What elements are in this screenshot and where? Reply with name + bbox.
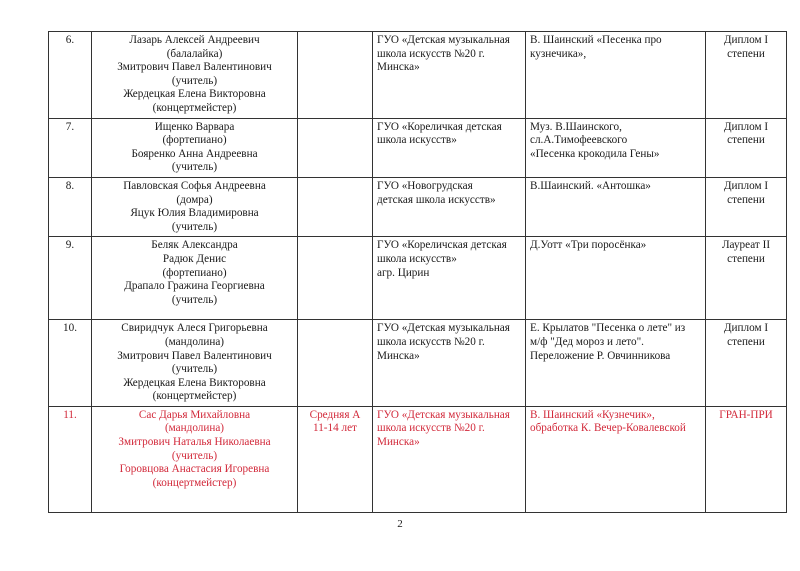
cell-school-line: агр. Цирин <box>377 266 430 279</box>
cell-participants-line: Радюк Денис <box>162 252 227 265</box>
cell-participants-line: (концертмейстер) <box>152 101 237 114</box>
cell-number: 9. <box>49 237 92 320</box>
table-row <box>49 177 787 236</box>
cell-category <box>298 118 373 177</box>
cell-award <box>706 177 787 236</box>
cell-participants-line: Яцук Юлия Владимировна <box>130 207 259 220</box>
cell-school-line: школа искусств №20 г. <box>377 335 485 348</box>
cell-award <box>706 320 787 407</box>
cell-award-line: степени <box>727 134 765 147</box>
cell-participants-line: (домра) <box>176 193 213 206</box>
cell-participants-line: (учитель) <box>171 293 218 306</box>
cell-participants-line: (фортепиано) <box>162 134 227 147</box>
cell-award-line: степени <box>727 193 765 206</box>
cell-piece-line: Муз. В.Шаинского, <box>530 120 622 133</box>
cell-piece-line: «Песенка крокодила Гены» <box>530 147 660 160</box>
cell-participants-line: (учитель) <box>171 449 218 462</box>
cell-piece-line: В.Шаинский. «Антошка» <box>530 179 651 192</box>
cell-participants-line: (фортепиано) <box>162 266 227 279</box>
cell-piece-line: В. Шаинский «Песенка про <box>530 34 662 46</box>
cell-participants-line: (учитель) <box>171 220 218 233</box>
cell-piece-line: кузнечика», <box>530 47 587 60</box>
cell-participants-line: Жердецкая Елена Викторовна <box>123 88 266 101</box>
cell-participants-line: Свиридчук Алеся Григорьевна <box>121 322 268 335</box>
cell-piece <box>526 118 706 177</box>
cell-piece-line: В. Шаинский «Кузнечик», <box>530 408 655 421</box>
cell-participants <box>92 237 298 320</box>
cell-school-line: детская школа искусств» <box>377 193 496 206</box>
cell-participants-line: Жердецкая Елена Викторовна <box>123 376 266 389</box>
cell-number: 7. <box>49 118 92 177</box>
cell-participants-line: Павловская Софья Андреевна <box>123 179 266 192</box>
cell-school-line: ГУО «Кореличкая детская <box>377 120 502 133</box>
cell-award-line: ГРАН-ПРИ <box>719 408 773 421</box>
cell-school <box>373 32 526 119</box>
cell-participants-line: (мандолина) <box>164 335 225 348</box>
cell-category <box>298 32 373 119</box>
cell-school-line: ГУО «Детская музыкальная <box>377 34 510 46</box>
cell-award <box>706 237 787 320</box>
cell-participants-line: (балалайка) <box>166 47 223 60</box>
cell-award-line: Диплом I <box>723 322 769 335</box>
cell-participants-line: Змитрович Павел Валентинович <box>117 61 272 74</box>
cell-award-line: степени <box>727 252 765 265</box>
page-number: 2 <box>397 518 403 530</box>
cell-school-line: Минска» <box>377 61 420 74</box>
cell-number: 10. <box>49 320 92 407</box>
table-row <box>49 118 787 177</box>
cell-school-line: школа искусств» <box>377 252 457 265</box>
cell-participants <box>92 177 298 236</box>
cell-award <box>706 406 787 512</box>
cell-award-line: Диплом I <box>723 179 769 192</box>
cell-school <box>373 177 526 236</box>
cell-participants-line: Змитрович Наталья Николаевна <box>118 436 271 449</box>
cell-participants-line: (концертмейстер) <box>152 476 237 489</box>
cell-participants-line: Беляк Александра <box>151 239 238 252</box>
cell-participants-line: (учитель) <box>171 74 218 87</box>
cell-participants <box>92 406 298 512</box>
table-row <box>49 320 787 407</box>
cell-school-line: ГУО «Детская музыкальная <box>377 322 510 335</box>
cell-participants-line: Драпало Гражина Георгиевна <box>124 280 265 293</box>
cell-piece-line: м/ф "Дед мороз и лето". <box>530 335 644 348</box>
results-table-body <box>49 32 787 513</box>
cell-number: 6. <box>49 32 92 119</box>
cell-award <box>706 118 787 177</box>
cell-participants <box>92 320 298 407</box>
cell-participants-line: (учитель) <box>171 363 218 376</box>
cell-school <box>373 118 526 177</box>
cell-piece-line: Д.Уотт «Три поросёнка» <box>530 239 647 252</box>
cell-participants-line: (мандолина) <box>164 422 225 435</box>
cell-award-line: степени <box>727 335 765 348</box>
cell-category <box>298 320 373 407</box>
cell-piece-line: обработка К. Вечер-Ковалевской <box>530 422 686 435</box>
cell-award-line: Диплом I <box>723 34 769 46</box>
cell-participants-line: Горовцова Анастасия Игоревна <box>119 463 270 476</box>
cell-piece <box>526 237 706 320</box>
cell-school-line: Минска» <box>377 436 420 449</box>
cell-participants-line: (концертмейстер) <box>152 390 237 403</box>
cell-piece <box>526 406 706 512</box>
cell-participants-line: Ищенко Варвара <box>154 120 235 133</box>
cell-number: 11. <box>49 406 92 512</box>
cell-participants-line: (учитель) <box>171 161 218 174</box>
cell-piece <box>526 177 706 236</box>
cell-participants-line: Бояренко Анна Андреевна <box>131 147 258 160</box>
cell-school <box>373 320 526 407</box>
results-table <box>48 31 787 513</box>
cell-piece-line: Е. Крылатов "Песенка о лете" из <box>530 322 686 335</box>
cell-school-line: ГУО «Новогрудская <box>377 179 473 192</box>
cell-number: 8. <box>49 177 92 236</box>
cell-piece-line: сл.А.Тимофеевского <box>530 134 628 147</box>
cell-category-line: 11-14 лет <box>313 422 357 435</box>
cell-school <box>373 237 526 320</box>
cell-category <box>298 406 373 512</box>
cell-category <box>298 177 373 236</box>
cell-piece-line: Переложение Р. Овчинникова <box>530 349 671 362</box>
cell-piece <box>526 320 706 407</box>
cell-category <box>298 237 373 320</box>
cell-school-line: школа искусств» <box>377 134 457 147</box>
table-row <box>49 32 787 119</box>
cell-school-line: ГУО «Детская музыкальная <box>377 408 510 421</box>
cell-award-line: Лауреат II <box>721 239 771 252</box>
cell-award-line: степени <box>727 47 765 60</box>
cell-award <box>706 32 787 119</box>
cell-participants <box>92 118 298 177</box>
cell-school-line: школа искусств №20 г. <box>377 422 485 435</box>
cell-school-line: Минска» <box>377 349 420 362</box>
cell-school-line: школа искусств №20 г. <box>377 47 485 60</box>
cell-participants <box>92 32 298 119</box>
cell-participants-line: Лазарь Алексей Андреевич <box>129 34 260 46</box>
cell-award-line: Диплом I <box>723 120 769 133</box>
cell-participants-line: Змитрович Павел Валентинович <box>117 349 272 362</box>
table-row <box>49 237 787 320</box>
cell-piece <box>526 32 706 119</box>
cell-school <box>373 406 526 512</box>
table-row <box>49 406 787 512</box>
cell-participants-line: Сас Дарья Михайловна <box>138 408 251 421</box>
cell-category-line: Средняя А <box>309 408 361 421</box>
cell-school-line: ГУО «Кореличская детская <box>377 239 507 252</box>
